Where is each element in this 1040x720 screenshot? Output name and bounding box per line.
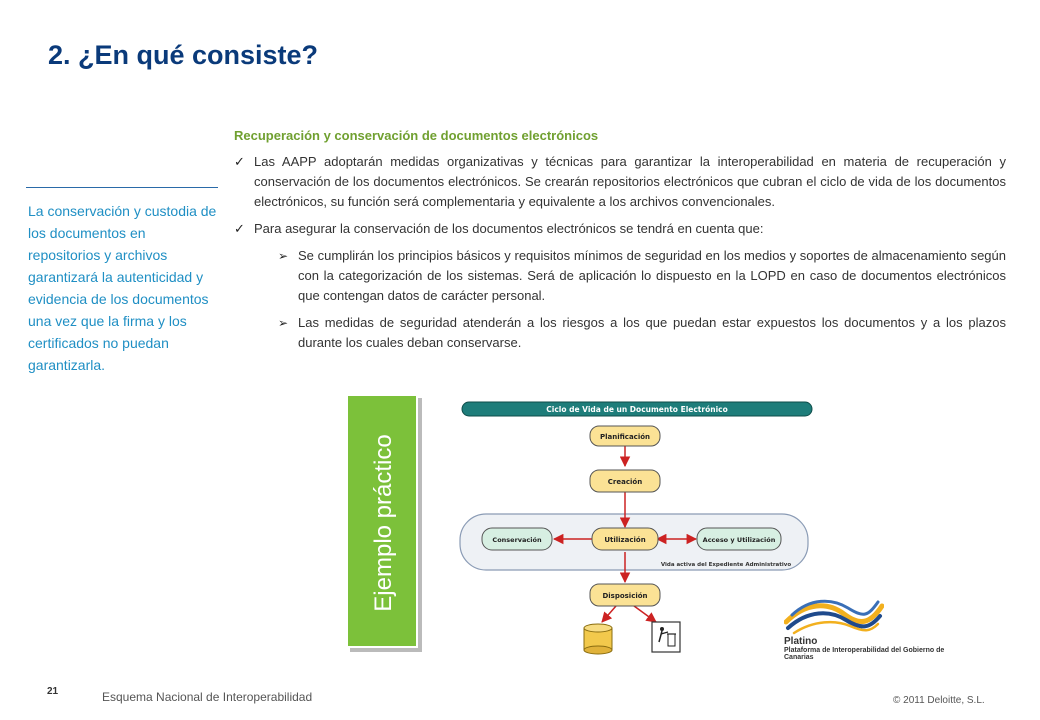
example-ribbon [346,394,418,648]
bullet-text: Para asegurar la conservación de los documentos electrónicos se tendrá en cuenta que: [254,221,764,236]
section-heading: Recuperación y conservación de documentos electrónicos [234,128,599,143]
trash-bin-icon [652,622,680,652]
arrow-dispose-trash [634,606,656,622]
bullet-text: Las AAPP adoptarán medidas organizativas y técnicas para garantizar la interoperabilidad en materia de recuperación y conservación de los documentos electrónicos. Se crearán repositorios electrónicos que cubran el ciclo de vida de los documentos electrónicos, su función será complementaria y equivalente a los archivos convencionales. [254,154,1006,209]
checkmark-icon: ✓ [234,221,245,236]
platino-logo-name: Platino [784,636,818,647]
sub-bullet-item [234,313,1006,353]
sub-bullet-text: Se cumplirán los principios básicos y requisitos mínimos de seguridad en los medios y soportes de almacenamiento según con la categorización de los sistemas. Será de aplicación lo dispuesto en la LOPD en caso de documentos electrónicos que contengan datos de carácter personal. [298,248,1006,303]
diagram-title: Ciclo de Vida de un Documento Electrónico [546,405,728,414]
footer-document-title: Esquema Nacional de Interoperabilidad [102,690,313,704]
node-planificacion-label: Planificación [599,433,651,441]
node-creacion-label: Creación [607,478,643,486]
node-acceso-label: Acceso y Utilización [702,536,776,544]
platino-logo-mark [784,596,884,636]
sidebar-divider [26,187,218,188]
bullet-item [234,219,1006,239]
archive-cylinder-icon [584,624,612,654]
sub-bullet-item [234,246,1006,306]
node-conservacion-label: Conservación [492,536,542,544]
checkmark-icon: ✓ [234,154,245,169]
page-title: 2. ¿En qué consiste? [48,40,319,70]
page-number: 21 [47,686,59,697]
example-ribbon-label: Ejemplo práctico [370,434,397,612]
platino-logo-subtitle: Plataforma de Interoperabilidad del Gobierno de Canarias [784,647,945,661]
arrow-bullet-icon: ➢ [278,249,289,263]
active-life-label: Vida activa del Expediente Administrativo [660,562,792,568]
node-utilizacion-label: Utilización [604,536,646,544]
bullet-item [234,152,1006,212]
arrow-dispose-archive [602,606,616,622]
lifecycle-diagram-svg [456,396,816,658]
node-disposicion-label: Disposición [602,592,648,600]
main-content [234,128,1006,360]
footer-copyright: © 2011 Deloitte, S.L. [893,695,985,706]
sub-bullet-text: Las medidas de seguridad atenderán a los riesgos a los que puedan estar expuestos los documentos y a los plazos durante los cuales deban conservarse. [298,315,1006,350]
arrow-bullet-icon: ➢ [278,316,289,330]
sidebar-callout-text: La conservación y custodia de los documentos en repositorios y archivos garantizará la autenticidad y evidencia de los documentos una vez que la firma y los certificados no puedan garantizarla. [28,203,217,373]
platino-logo [784,596,964,661]
lifecycle-diagram [456,396,816,658]
